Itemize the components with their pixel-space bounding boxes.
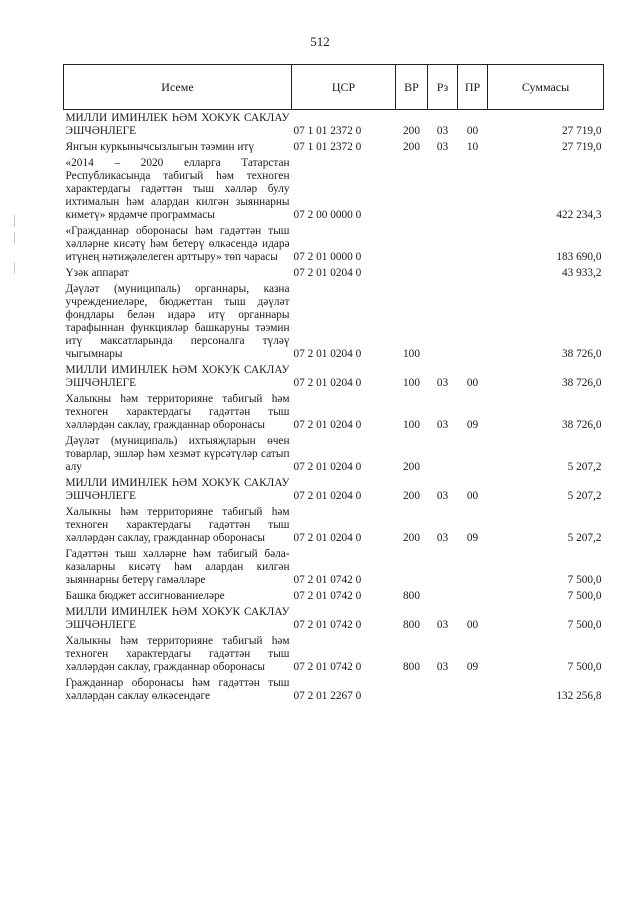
cell-sum: 38 726,0 xyxy=(561,377,602,389)
cell-vr: 800 xyxy=(403,619,420,631)
table-row xyxy=(64,154,604,222)
table-row xyxy=(64,587,604,603)
cell-vr: 200 xyxy=(403,141,420,153)
table-row xyxy=(64,390,604,432)
table-row xyxy=(64,361,604,390)
cell-vr: 200 xyxy=(403,532,420,544)
cell-pr xyxy=(458,222,488,264)
column-header-vr: ВР xyxy=(396,65,428,110)
cell-csr: 07 2 01 0742 0 xyxy=(293,619,362,631)
cell-pr xyxy=(458,545,488,587)
margin-mark xyxy=(14,215,15,227)
table-row xyxy=(64,110,604,139)
cell-vr: 200 xyxy=(403,125,420,137)
cell-pr: 10 xyxy=(466,141,479,153)
column-header-pr: ПР xyxy=(458,65,488,110)
cell-pr xyxy=(458,587,488,603)
page-number: 512 xyxy=(310,34,330,49)
cell-name: МИЛЛИ ИМИНЛЕК ҺӘМ ХОКУК САКЛАУ ЭШЧӘНЛЕГЕ xyxy=(65,364,290,389)
cell-pr xyxy=(458,154,488,222)
cell-rz: 03 xyxy=(436,619,449,631)
cell-rz xyxy=(428,222,458,264)
cell-vr: 100 xyxy=(403,377,420,389)
cell-vr: 100 xyxy=(403,419,420,431)
cell-rz: 03 xyxy=(436,141,449,153)
table-row xyxy=(64,280,604,361)
cell-pr: 09 xyxy=(466,661,479,673)
table-row xyxy=(64,545,604,587)
table-header-row xyxy=(64,65,604,110)
cell-vr xyxy=(396,222,428,264)
cell-rz: 03 xyxy=(436,419,449,431)
cell-vr xyxy=(396,154,428,222)
table-row xyxy=(64,222,604,264)
cell-name: Дәүләт (муниципаль) органнары, казна учреждениеләре, бюджеттан тыш дәүләт фондлары белән идарә итү органнары тарафыннан функцияләр башкаруны тәэмин итү максатларында персоналга түләү чыгымнары xyxy=(65,283,290,360)
column-header-name: Исеме xyxy=(64,65,292,110)
cell-sum: 5 207,2 xyxy=(567,532,602,544)
cell-pr xyxy=(458,264,488,280)
cell-sum: 27 719,0 xyxy=(561,125,602,137)
cell-csr: 07 2 01 2267 0 xyxy=(293,690,362,702)
cell-name: МИЛЛИ ИМИНЛЕК ҺӘМ ХОКУК САКЛАУ ЭШЧӘНЛЕГЕ xyxy=(65,112,290,137)
cell-pr xyxy=(458,674,488,703)
cell-pr: 00 xyxy=(466,377,479,389)
cell-sum: 38 726,0 xyxy=(561,419,602,431)
cell-pr: 00 xyxy=(466,619,479,631)
column-header-csr: ЦСР xyxy=(292,65,396,110)
cell-rz xyxy=(428,280,458,361)
cell-pr: 09 xyxy=(466,419,479,431)
table-row xyxy=(64,503,604,545)
cell-csr: 07 2 00 0000 0 xyxy=(293,209,362,221)
cell-name: Янгын куркынычсызлыгын тәэмин итү xyxy=(65,141,254,153)
cell-rz xyxy=(428,432,458,474)
table-row xyxy=(64,632,604,674)
cell-name: Халыкны һәм территорияне табигый һәм техноген характердагы гадәттән тыш хәлләрдән саклау, гражданнар оборонасы xyxy=(65,506,290,544)
cell-rz xyxy=(428,545,458,587)
cell-rz xyxy=(428,264,458,280)
cell-name: «Гражданнар оборонасы һәм гадәттән тыш хәлләрне кисәтү һәм бетерү өлкәсендә идарә итүнең нәтиҗәлелеген арттыру» төп чарасы xyxy=(65,225,290,263)
cell-name: Гражданнар оборонасы һәм гадәттән тыш хәлләрдән саклау өлкәсендәге xyxy=(65,677,290,702)
cell-csr: 07 1 01 2372 0 xyxy=(293,125,362,137)
cell-rz: 03 xyxy=(436,661,449,673)
cell-name: Халыкны һәм территорияне табигый һәм техноген характердагы гадәттән тыш хәлләрдән саклау, гражданнар оборонасы xyxy=(65,393,290,431)
cell-rz: 03 xyxy=(436,125,449,137)
cell-rz: 03 xyxy=(436,377,449,389)
budget-table xyxy=(63,64,604,703)
column-header-rz: Рз xyxy=(428,65,458,110)
cell-pr: 09 xyxy=(466,532,479,544)
cell-sum: 132 256,8 xyxy=(556,690,602,702)
table-row xyxy=(64,474,604,503)
cell-sum: 27 719,0 xyxy=(561,141,602,153)
cell-rz: 03 xyxy=(436,490,449,502)
cell-vr: 100 xyxy=(403,348,420,360)
table-row xyxy=(64,432,604,474)
cell-csr: 07 2 01 0000 0 xyxy=(293,251,362,263)
cell-csr: 07 2 01 0742 0 xyxy=(293,574,362,586)
margin-mark xyxy=(14,262,15,274)
margin-mark xyxy=(14,232,15,244)
cell-sum: 7 500,0 xyxy=(567,619,602,631)
table-row xyxy=(64,674,604,703)
cell-vr xyxy=(396,264,428,280)
cell-name: Халыкны һәм территорияне табигый һәм техноген характердагы гадәттән тыш хәлләрдән саклау, гражданнар оборонасы xyxy=(65,635,290,673)
cell-pr: 00 xyxy=(466,125,479,137)
cell-vr xyxy=(396,674,428,703)
cell-pr: 00 xyxy=(466,490,479,502)
cell-sum: 422 234,3 xyxy=(556,209,602,221)
cell-csr: 07 2 01 0204 0 xyxy=(293,377,362,389)
cell-vr: 200 xyxy=(403,461,420,473)
cell-sum: 43 933,2 xyxy=(561,267,602,279)
cell-rz xyxy=(428,587,458,603)
cell-pr xyxy=(458,280,488,361)
cell-csr: 07 2 01 0204 0 xyxy=(293,348,362,360)
table-row xyxy=(64,264,604,280)
cell-sum: 7 500,0 xyxy=(567,590,602,602)
cell-sum: 5 207,2 xyxy=(567,490,602,502)
budget-table-container xyxy=(63,64,603,703)
cell-name: МИЛЛИ ИМИНЛЕК ҺӘМ ХОКУК САКЛАУ ЭШЧӘНЛЕГЕ xyxy=(65,606,290,631)
cell-csr: 07 2 01 0204 0 xyxy=(293,461,362,473)
cell-sum: 7 500,0 xyxy=(567,574,602,586)
column-header-sum: Суммасы xyxy=(488,65,604,110)
cell-csr: 07 2 01 0742 0 xyxy=(293,661,362,673)
table-row xyxy=(64,603,604,632)
cell-name: Башка бюджет ассигнованиеләре xyxy=(65,590,225,602)
cell-pr xyxy=(458,432,488,474)
cell-name: Үзәк аппарат xyxy=(65,267,129,279)
cell-name: Дәүләт (муниципаль) ихтыяҗларын өчен товарлар, эшләр һәм хезмәт күрсәтүләр сатып алу xyxy=(65,435,290,473)
cell-vr xyxy=(396,545,428,587)
table-body xyxy=(64,110,604,704)
cell-vr: 200 xyxy=(403,490,420,502)
cell-rz: 03 xyxy=(436,532,449,544)
cell-csr: 07 2 01 0204 0 xyxy=(293,532,362,544)
cell-rz xyxy=(428,154,458,222)
cell-sum: 183 690,0 xyxy=(556,251,602,263)
cell-sum: 5 207,2 xyxy=(567,461,602,473)
cell-csr: 07 2 01 0204 0 xyxy=(293,419,362,431)
cell-name: МИЛЛИ ИМИНЛЕК ҺӘМ ХОКУК САКЛАУ ЭШЧӘНЛЕГЕ xyxy=(65,477,290,502)
table-row xyxy=(64,138,604,154)
cell-sum: 38 726,0 xyxy=(561,348,602,360)
cell-sum: 7 500,0 xyxy=(567,661,602,673)
cell-rz xyxy=(428,674,458,703)
cell-vr: 800 xyxy=(403,590,420,602)
cell-csr: 07 1 01 2372 0 xyxy=(293,141,362,153)
cell-csr: 07 2 01 0204 0 xyxy=(293,490,362,502)
cell-name: «2014 – 2020 елларга Татарстан Республикасында табигый һәм техноген характердагы гадәттән тыш хәлләр булу ихтималын һәм алардан килгән зыяннарны киметү» ярдәмче программасы xyxy=(65,157,290,221)
cell-name: Гадәттән тыш хәлләрне һәм табигый бәла-казаларны кисәтү һәм алардан килгән зыяннарны бетерү гамәлләре xyxy=(65,548,290,586)
cell-csr: 07 2 01 0204 0 xyxy=(293,267,362,279)
cell-vr: 800 xyxy=(403,661,420,673)
cell-csr: 07 2 01 0742 0 xyxy=(293,590,362,602)
